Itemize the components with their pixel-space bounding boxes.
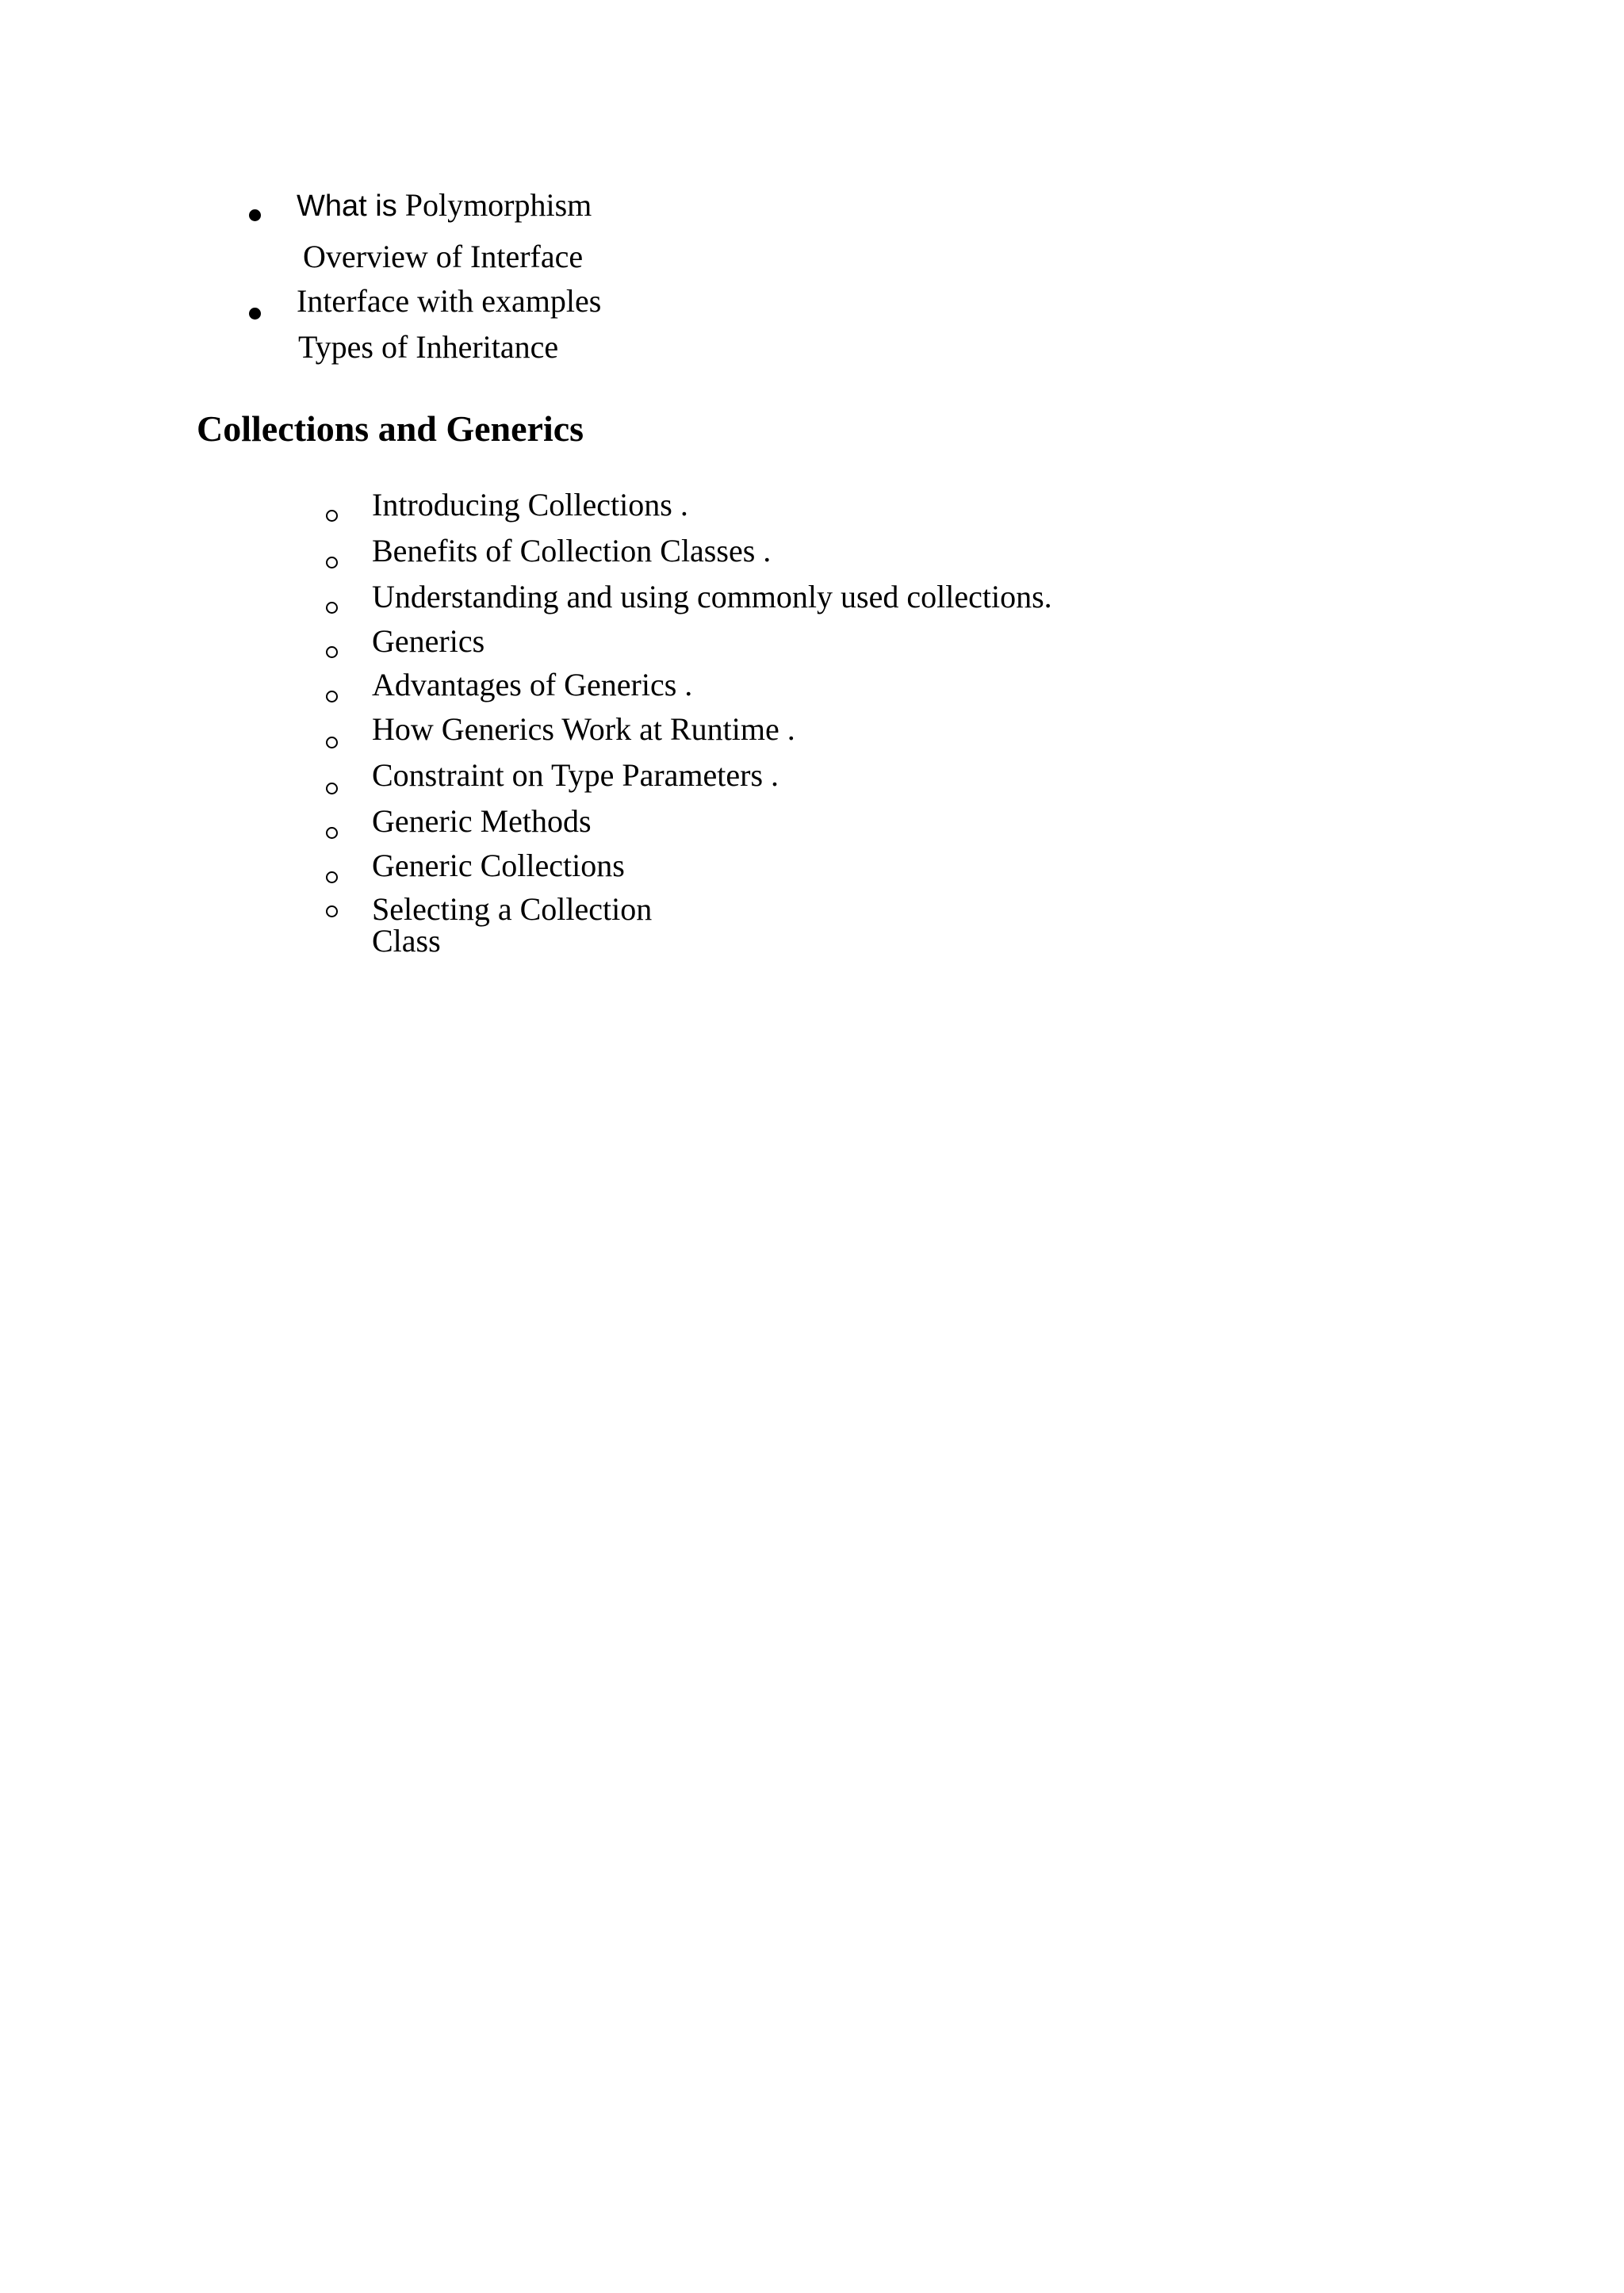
list-item: Constraint on Type Parameters . — [372, 757, 779, 793]
list-item: How Generics Work at Runtime . — [372, 711, 795, 747]
list-item: Introducing Collections . — [372, 487, 688, 523]
circle-bullet-icon — [326, 905, 338, 917]
list-item: Advantages of Generics . — [372, 667, 693, 702]
item-prefix: What is — [297, 189, 397, 223]
list-item: Benefits of Collection Classes . — [372, 533, 772, 568]
section-heading: Collections and Generics — [197, 408, 584, 449]
circle-bullet-icon — [326, 510, 338, 522]
circle-bullet-icon — [326, 691, 338, 702]
circle-bullet-icon — [326, 646, 338, 658]
list-item-polymorphism — [297, 187, 592, 224]
item-rest: Polymorphism — [396, 187, 592, 223]
circle-bullet-icon — [326, 827, 338, 839]
list-item: Understanding and using commonly used collections. — [372, 579, 1052, 614]
bullet-dot-icon — [249, 308, 261, 320]
list-item-continuation: Class — [372, 923, 441, 959]
circle-bullet-icon — [326, 871, 338, 883]
bullet-dot-icon — [249, 209, 261, 221]
circle-bullet-icon — [326, 737, 338, 748]
list-line-inheritance-types: Types of Inheritance — [298, 329, 559, 365]
circle-bullet-icon — [326, 783, 338, 794]
list-item-interface-examples: Interface with examples — [297, 283, 602, 319]
list-item: Generic Collections — [372, 848, 625, 883]
list-item: Generic Methods — [372, 803, 592, 839]
circle-bullet-icon — [326, 602, 338, 614]
list-item: Selecting a Collection — [372, 891, 653, 927]
list-item: Generics — [372, 623, 485, 659]
list-line-overview-interface: Overview of Interface — [303, 239, 584, 274]
circle-bullet-icon — [326, 557, 338, 568]
